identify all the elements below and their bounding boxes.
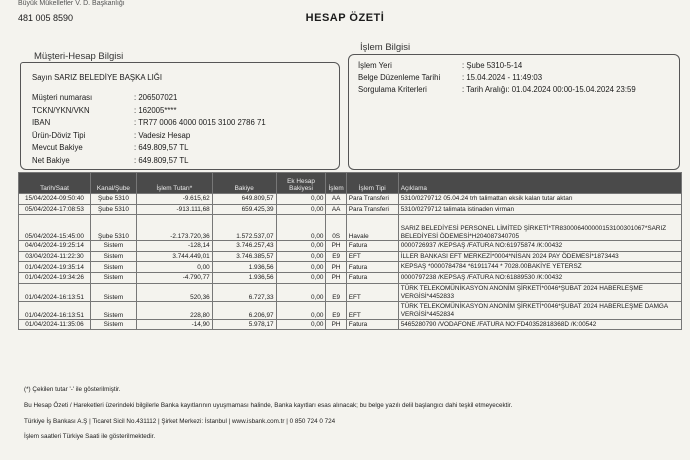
field-label: Belge Düzenleme Tarihi — [358, 73, 441, 82]
cell-date: 03/04/2024-11:22:30 — [19, 251, 91, 262]
cell-extra-balance: 0,00 — [276, 215, 326, 241]
cell-channel: Sistem — [90, 241, 136, 252]
customer-name: Sayın SARIZ BELEDİYE BAŞKA LIĞI — [32, 73, 163, 82]
cell-extra-balance: 0,00 — [276, 319, 326, 330]
cell-code: E9 — [326, 251, 346, 262]
cell-amount: -4.790,77 — [136, 272, 212, 283]
field-value: : 649.809,57 TL — [134, 143, 189, 152]
cell-description: SARIZ BELEDİYESİ PERSONEL LİMİTED ŞİRKETİ*TR830006400000153100301067*SARIZ BELEDİYESİ ÖDEMESİ*H204087340705 — [398, 215, 681, 241]
field-value: : TR77 0006 4000 0015 3100 2786 71 — [134, 118, 266, 127]
customer-field-row — [32, 156, 332, 169]
cell-code: E9 — [326, 283, 346, 301]
cell-channel: Sistem — [90, 301, 136, 319]
table-row — [19, 204, 682, 215]
cell-date: 01/04/2024-11:35:06 — [19, 319, 91, 330]
field-label: İşlem Yeri — [358, 61, 392, 70]
cell-code: PH — [326, 262, 346, 273]
customer-field-row — [32, 118, 332, 131]
cell-type: Fatura — [346, 262, 398, 273]
cell-amount: -2.173.720,36 — [136, 215, 212, 241]
cell-description: 5310/0279712 talimata istinaden virman — [398, 204, 681, 215]
table-row — [19, 194, 682, 205]
cell-extra-balance: 0,00 — [276, 251, 326, 262]
cell-type: EFT — [346, 283, 398, 301]
cell-date: 01/04/2024-19:34:26 — [19, 272, 91, 283]
field-label: Mevcut Bakiye — [32, 143, 83, 152]
info-field-row — [358, 73, 676, 85]
field-value: : 206507021 — [134, 93, 178, 102]
cell-balance: 5.978,17 — [212, 319, 276, 330]
cell-balance: 649.809,57 — [212, 194, 276, 205]
col-header-date: Tarih/Saat — [19, 173, 91, 194]
field-label: Sorgulama Kriterleri — [358, 85, 427, 94]
cell-amount: 228,80 — [136, 301, 212, 319]
cell-extra-balance: 0,00 — [276, 272, 326, 283]
cell-amount: -128,14 — [136, 241, 212, 252]
cell-type: Para Transferi — [346, 194, 398, 205]
cell-channel: Şube 5310 — [90, 215, 136, 241]
page-title: HESAP ÖZETİ — [305, 12, 385, 24]
field-label: Net Bakiye — [32, 155, 70, 165]
field-value: : 15.04.2024 - 11:49:03 — [462, 73, 543, 82]
cell-balance: 3.746.257,43 — [212, 241, 276, 252]
field-label: IBAN — [32, 118, 51, 127]
cell-amount: -913.111,68 — [136, 204, 212, 215]
cell-type: EFT — [346, 251, 398, 262]
cell-balance: 659.425,39 — [212, 204, 276, 215]
cell-extra-balance: 0,00 — [276, 301, 326, 319]
cell-code: 0S — [326, 215, 346, 241]
cell-description: 5465280790 /VODAFONE /FATURA NO:FD40352818368D /K:00542 — [398, 319, 681, 330]
field-value: : Şube 5310-5-14 — [462, 61, 523, 70]
cell-code: PH — [326, 272, 346, 283]
cell-channel: Sistem — [90, 262, 136, 273]
col-header-extra-balance: Ek Hesap Bakiyesi — [276, 173, 326, 194]
footer-timezone-note: İşlem saatleri Türkiye Saati ile gösterilmektedir. — [24, 433, 156, 440]
cell-channel: Şube 5310 — [90, 204, 136, 215]
field-value: : 162005**** — [134, 105, 177, 115]
table-row — [19, 251, 682, 262]
transaction-info-title: İşlem Bilgisi — [360, 42, 411, 53]
customer-fields — [32, 93, 332, 168]
table-row — [19, 272, 682, 283]
cell-balance: 6.727,33 — [212, 283, 276, 301]
cell-balance: 1.936,56 — [212, 262, 276, 273]
table-row — [19, 215, 682, 241]
col-header-code: İşlem — [326, 173, 346, 194]
customer-section-title: Müşteri-Hesap Bilgisi — [34, 51, 124, 62]
cell-description: 0000797238 /KEPSAŞ /FATURA NO:61889530 /K:00432 — [398, 272, 681, 283]
cell-date: 05/04/2024-15:45:00 — [19, 215, 91, 241]
cell-description: İLLER BANKASI EFT MERKEZİ*0004*NİSAN 2024 PAY ÖDEMESİ*1873443 — [398, 251, 681, 262]
cell-date: 01/04/2024-16:13:51 — [19, 301, 91, 319]
cell-amount: 3.744.449,01 — [136, 251, 212, 262]
cell-date: 05/04/2024-17:08:53 — [19, 204, 91, 215]
cell-channel: Şube 5310 — [90, 194, 136, 205]
field-value: : 649.809,57 TL — [134, 155, 189, 165]
transactions-table — [18, 172, 682, 330]
cell-description: TÜRK TELEKOMÜNİKASYON ANONİM ŞİRKETİ*0046*ŞUBAT 2024 HABERLEŞME VERGİSİ*4452833 — [398, 283, 681, 301]
field-label: TCKN/YKN/VKN — [32, 105, 90, 115]
cell-type: Fatura — [346, 272, 398, 283]
field-value: : Tarih Aralığı: 01.04.2024 00:00-15.04.2024 23:59 — [462, 85, 636, 94]
footer-note: (*) Çekilen tutar '-' ile gösterilmiştir. — [24, 386, 121, 393]
cell-balance: 3.746.385,57 — [212, 251, 276, 262]
cell-channel: Sistem — [90, 251, 136, 262]
cell-type: Para Transferi — [346, 204, 398, 215]
field-label: Ürün-Döviz Tipi — [32, 130, 86, 140]
cell-extra-balance: 0,00 — [276, 262, 326, 273]
field-value: : Vadesiz Hesap — [134, 130, 191, 140]
customer-field-row — [32, 143, 332, 156]
cell-date: 01/04/2024-19:35:14 — [19, 262, 91, 273]
table-row — [19, 241, 682, 252]
footer-disclaimer: Bu Hesap Özeti / Hareketleri üzerindeki bilgilerle Banka kayıtlarının uyuşmaması halinde, Banka kayıtları esas alınacak; bu belge yazılı delil başlangıcı dahi teşkil etmeyecektir. — [24, 402, 513, 409]
info-field-row — [358, 85, 676, 97]
cell-type: Fatura — [346, 319, 398, 330]
table-row — [19, 262, 682, 273]
cell-date: 04/04/2024-19:25:14 — [19, 241, 91, 252]
cell-balance: 1.936,56 — [212, 272, 276, 283]
cell-description: KEPSAŞ *0000784784 *61911744 * 7028.00BAKİYE YETERSZ — [398, 262, 681, 273]
footer-bank-info: Türkiye İş Bankası A.Ş | Ticaret Sicil No.431112 | Şirket Merkezi: İstanbul | www.isbank.com.tr | 0 850 724 0 724 — [24, 418, 336, 425]
cell-extra-balance: 0,00 — [276, 194, 326, 205]
cell-code: PH — [326, 319, 346, 330]
cell-description: 5310/0279712 05.04.24 trh talimattan eksik kalan tutar aktarı — [398, 194, 681, 205]
account-number: 481 005 8590 — [18, 13, 74, 23]
customer-field-row — [32, 93, 332, 106]
transaction-info-fields — [358, 61, 676, 97]
cell-amount: 0,00 — [136, 262, 212, 273]
col-header-amount: İşlem Tutarı* — [136, 173, 212, 194]
cell-extra-balance: 0,00 — [276, 241, 326, 252]
cell-balance: 6.206,97 — [212, 301, 276, 319]
cell-code: AA — [326, 204, 346, 215]
table-header-row — [19, 173, 682, 194]
col-header-balance: Bakiye — [212, 173, 276, 194]
cell-code: AA — [326, 194, 346, 205]
col-header-type: İşlem Tipi — [346, 173, 398, 194]
col-header-description: Açıklama — [398, 173, 681, 194]
cell-amount: -9.615,62 — [136, 194, 212, 205]
cell-date: 15/04/2024-09:50:40 — [19, 194, 91, 205]
cell-amount: 520,36 — [136, 283, 212, 301]
customer-field-row — [32, 131, 332, 144]
cell-date: 01/04/2024-16:13:51 — [19, 283, 91, 301]
col-header-channel: Kanal/Şube — [90, 173, 136, 194]
cell-description: TÜRK TELEKOMÜNİKASYON ANONİM ŞİRKETİ*0046*ŞUBAT 2024 HABERLEŞME DAMGA VERGİSİ*4452834 — [398, 301, 681, 319]
cell-extra-balance: 0,00 — [276, 283, 326, 301]
cell-channel: Sistem — [90, 272, 136, 283]
cell-channel: Sistem — [90, 319, 136, 330]
table-row — [19, 301, 682, 319]
cell-code: PH — [326, 241, 346, 252]
customer-field-row — [32, 106, 332, 119]
info-field-row — [358, 61, 676, 73]
cell-amount: -14,90 — [136, 319, 212, 330]
cell-balance: 1.572.537,07 — [212, 215, 276, 241]
cell-type: EFT — [346, 301, 398, 319]
cell-type: Fatura — [346, 241, 398, 252]
cell-code: E9 — [326, 301, 346, 319]
cell-type: Havale — [346, 215, 398, 241]
table-row — [19, 283, 682, 301]
table-row — [19, 319, 682, 330]
field-label: Müşteri numarası — [32, 93, 93, 102]
header-cutoff-text: Büyük Mükellefler V. D. Başkanlığı — [18, 0, 125, 7]
cell-channel: Sistem — [90, 283, 136, 301]
cell-description: 0000726937 /KEPSAŞ /FATURA NO:61975874 /K:00432 — [398, 241, 681, 252]
cell-extra-balance: 0,00 — [276, 204, 326, 215]
